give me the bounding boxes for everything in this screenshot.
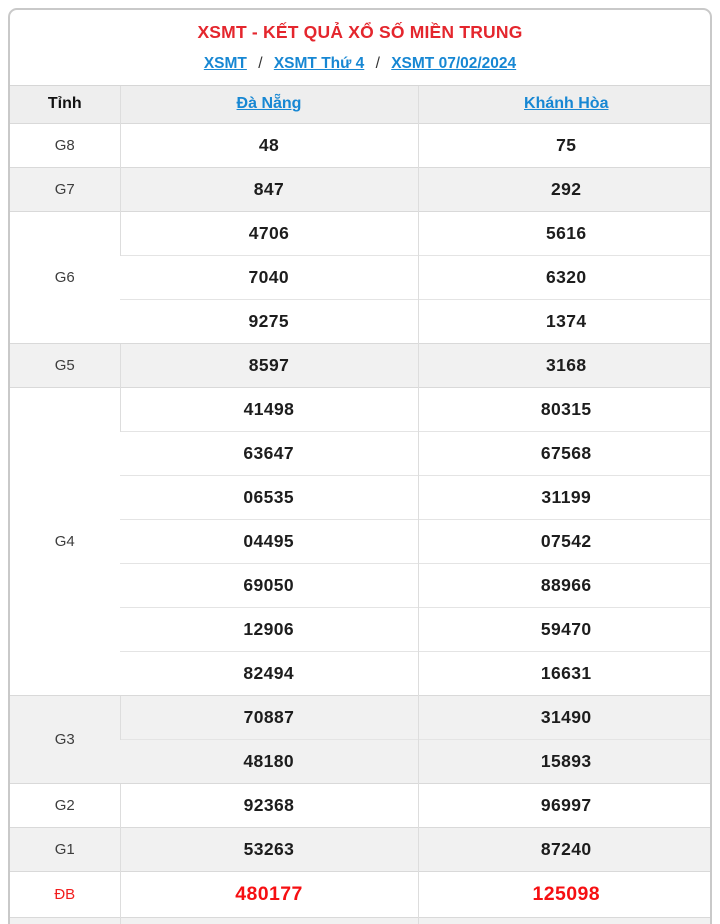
prize-value-cell: 125098 <box>418 871 712 917</box>
lottery-results-card <box>8 8 712 924</box>
prize-value-cell: 82494 <box>120 651 418 695</box>
breadcrumb-link-xsmt-thu-4[interactable]: XSMT Thứ 4 <box>273 55 365 72</box>
prize-value-cell: 75 <box>418 123 712 167</box>
prize-label-G8: G8 <box>10 123 120 167</box>
prize-value-cell: 847 <box>120 167 418 211</box>
prize-value-cell: 48 <box>120 123 418 167</box>
prize-label-G5: G5 <box>10 343 120 387</box>
province-column-header: Tỉnh <box>10 86 120 123</box>
cut-off-cell <box>120 917 418 924</box>
prize-value-cell: 92368 <box>120 783 418 827</box>
cut-off-cell <box>418 917 712 924</box>
prize-row-G6-1 <box>10 211 712 255</box>
breadcrumb <box>10 53 710 75</box>
prize-value-cell: 292 <box>418 167 712 211</box>
prize-value-cell: 80315 <box>418 387 712 431</box>
prize-value-cell: 15893 <box>418 739 712 783</box>
prize-value-cell: 07542 <box>418 519 712 563</box>
prize-label-G4: G4 <box>10 387 120 695</box>
province-header-khanh-hoa <box>418 86 712 123</box>
prize-value-cell: 6320 <box>418 255 712 299</box>
province-link-da-nang[interactable]: Đà Nẵng <box>236 95 302 113</box>
prize-value-cell: 1374 <box>418 299 712 343</box>
prize-label-G6: G6 <box>10 211 120 343</box>
prize-value-cell: 06535 <box>120 475 418 519</box>
prize-value-cell: 53263 <box>120 827 418 871</box>
prize-label-G3: G3 <box>10 695 120 783</box>
prize-value-cell: 16631 <box>418 651 712 695</box>
prize-value-cell: 31490 <box>418 695 712 739</box>
prize-label-G2: G2 <box>10 783 120 827</box>
prize-value-cell: 7040 <box>120 255 418 299</box>
prize-row-G1 <box>10 827 712 871</box>
prize-value-cell: 12906 <box>120 607 418 651</box>
prize-value-cell: 4706 <box>120 211 418 255</box>
prize-value-cell: 67568 <box>418 431 712 475</box>
prize-label-ĐB: ĐB <box>10 871 120 917</box>
prize-value-cell: 41498 <box>120 387 418 431</box>
prize-value-cell: 48180 <box>120 739 418 783</box>
prize-row-ĐB <box>10 871 712 917</box>
breadcrumb-separator: / <box>258 55 263 72</box>
results-table <box>10 86 712 924</box>
prize-row-G7 <box>10 167 712 211</box>
prize-value-cell: 70887 <box>120 695 418 739</box>
breadcrumb-link-xsmt-date[interactable]: XSMT 07/02/2024 <box>391 55 517 72</box>
prize-value-cell: 31199 <box>418 475 712 519</box>
prize-value-cell: 69050 <box>120 563 418 607</box>
prize-value-cell: 88966 <box>418 563 712 607</box>
prize-value-cell: 9275 <box>120 299 418 343</box>
cut-off-row <box>10 917 712 924</box>
province-link-khanh-hoa[interactable]: Khánh Hòa <box>524 95 609 113</box>
prize-value-cell: 3168 <box>418 343 712 387</box>
prize-value-cell: 5616 <box>418 211 712 255</box>
prize-value-cell: 87240 <box>418 827 712 871</box>
prize-label-G1: G1 <box>10 827 120 871</box>
breadcrumb-separator: / <box>375 55 380 72</box>
prize-label-G7: G7 <box>10 167 120 211</box>
prize-value-cell: 96997 <box>418 783 712 827</box>
page-title: XSMT - KẾT QUẢ XỔ SỐ MIỀN TRUNG <box>197 22 523 42</box>
prize-value-cell: 04495 <box>120 519 418 563</box>
prize-value-cell: 63647 <box>120 431 418 475</box>
prize-row-G8 <box>10 123 712 167</box>
prize-row-G5 <box>10 343 712 387</box>
prize-value-cell: 59470 <box>418 607 712 651</box>
table-header-row <box>10 86 712 123</box>
cut-off-cell <box>10 917 120 924</box>
province-header-da-nang <box>120 86 418 123</box>
prize-row-G4-1 <box>10 387 712 431</box>
card-header <box>10 10 710 86</box>
prize-row-G2 <box>10 783 712 827</box>
prize-row-G3-1 <box>10 695 712 739</box>
prize-value-cell: 480177 <box>120 871 418 917</box>
breadcrumb-link-xsmt[interactable]: XSMT <box>203 55 247 72</box>
prize-value-cell: 8597 <box>120 343 418 387</box>
